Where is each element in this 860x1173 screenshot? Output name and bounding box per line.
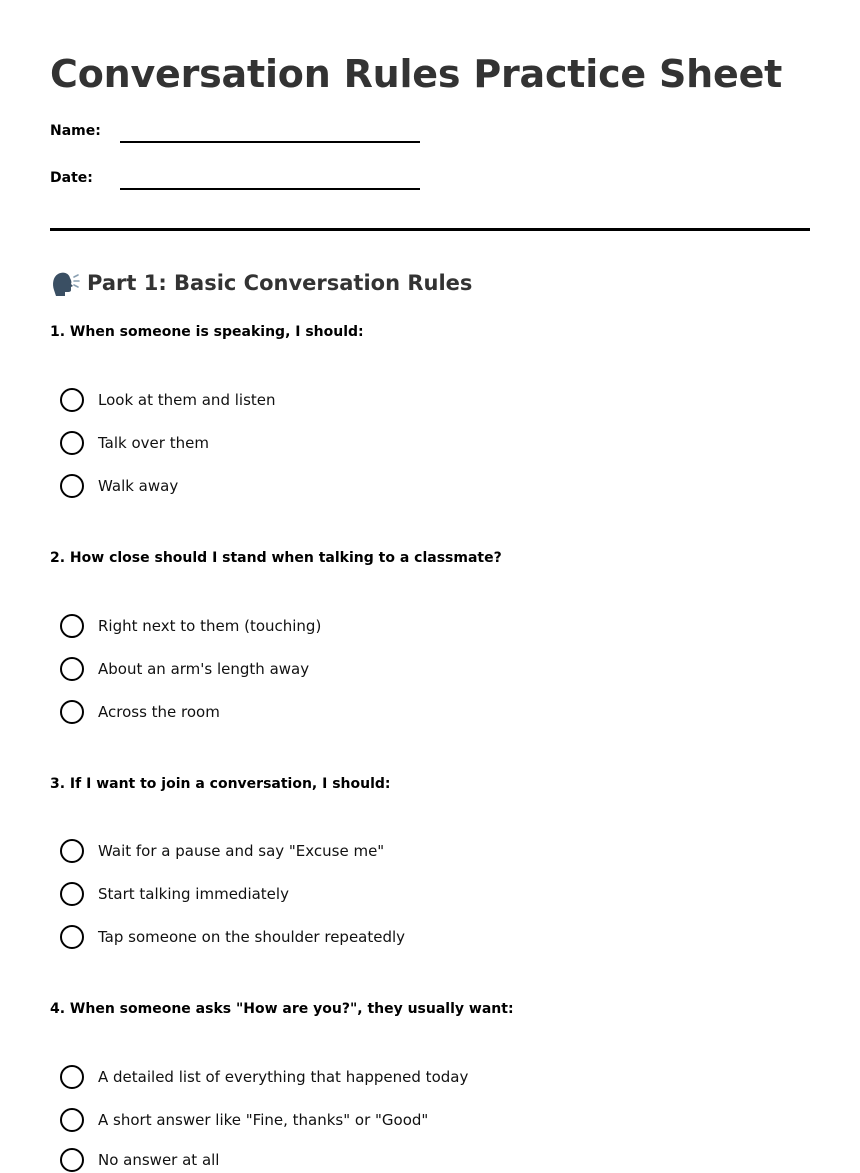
name-line[interactable] bbox=[120, 141, 420, 143]
option-q1-c[interactable] bbox=[60, 473, 178, 499]
option-q4-b[interactable] bbox=[60, 1107, 428, 1133]
option-label: Wait for a pause and say "Excuse me" bbox=[98, 842, 385, 860]
option-q4-c[interactable] bbox=[60, 1147, 219, 1173]
part-1-heading-text: Part 1: Basic Conversation Rules bbox=[87, 271, 473, 295]
option-q1-b[interactable] bbox=[60, 430, 209, 456]
option-label: About an arm's length away bbox=[98, 660, 310, 678]
option-label: Tap someone on the shoulder repeatedly bbox=[98, 928, 406, 946]
question-text: 1. When someone is speaking, I should: bbox=[50, 324, 364, 340]
option-label: Across the room bbox=[98, 703, 220, 721]
radio-button[interactable] bbox=[60, 614, 84, 638]
date-line[interactable] bbox=[120, 188, 420, 190]
radio-button[interactable] bbox=[60, 839, 84, 863]
option-label: Look at them and listen bbox=[98, 391, 276, 409]
option-label: A detailed list of everything that happened today bbox=[98, 1068, 469, 1086]
option-label: Walk away bbox=[98, 477, 179, 495]
question-text: 2. How close should I stand when talking to a classmate? bbox=[50, 550, 502, 566]
name-field bbox=[50, 119, 430, 143]
radio-button[interactable] bbox=[60, 1148, 84, 1172]
option-q4-a[interactable] bbox=[60, 1064, 468, 1090]
option-label: A short answer like "Fine, thanks" or "Good" bbox=[98, 1111, 429, 1129]
option-q3-c[interactable] bbox=[60, 924, 405, 950]
option-q2-b[interactable] bbox=[60, 656, 309, 682]
option-q3-b[interactable] bbox=[60, 881, 289, 907]
radio-button[interactable] bbox=[60, 925, 84, 949]
part-1-heading bbox=[50, 266, 472, 300]
name-label: Name: bbox=[50, 123, 101, 139]
date-label: Date: bbox=[50, 170, 93, 186]
option-q1-a[interactable] bbox=[60, 387, 276, 413]
option-label: No answer at all bbox=[98, 1151, 220, 1169]
radio-button[interactable] bbox=[60, 657, 84, 681]
question-text: 3. If I want to join a conversation, I should: bbox=[50, 776, 391, 792]
radio-button[interactable] bbox=[60, 388, 84, 412]
radio-button[interactable] bbox=[60, 1065, 84, 1089]
header-divider bbox=[50, 228, 810, 231]
radio-button[interactable] bbox=[60, 1108, 84, 1132]
radio-button[interactable] bbox=[60, 431, 84, 455]
speaking-head-icon bbox=[50, 268, 80, 298]
option-q3-a[interactable] bbox=[60, 838, 384, 864]
page-title: Conversation Rules Practice Sheet bbox=[50, 52, 783, 96]
radio-button[interactable] bbox=[60, 700, 84, 724]
option-q2-a[interactable] bbox=[60, 613, 321, 639]
option-label: Talk over them bbox=[98, 434, 209, 452]
option-q2-c[interactable] bbox=[60, 699, 220, 725]
date-field bbox=[50, 166, 430, 190]
option-label: Start talking immediately bbox=[98, 885, 289, 903]
radio-button[interactable] bbox=[60, 882, 84, 906]
radio-button[interactable] bbox=[60, 474, 84, 498]
option-label: Right next to them (touching) bbox=[98, 617, 322, 635]
question-text: 4. When someone asks "How are you?", they usually want: bbox=[50, 1001, 514, 1017]
